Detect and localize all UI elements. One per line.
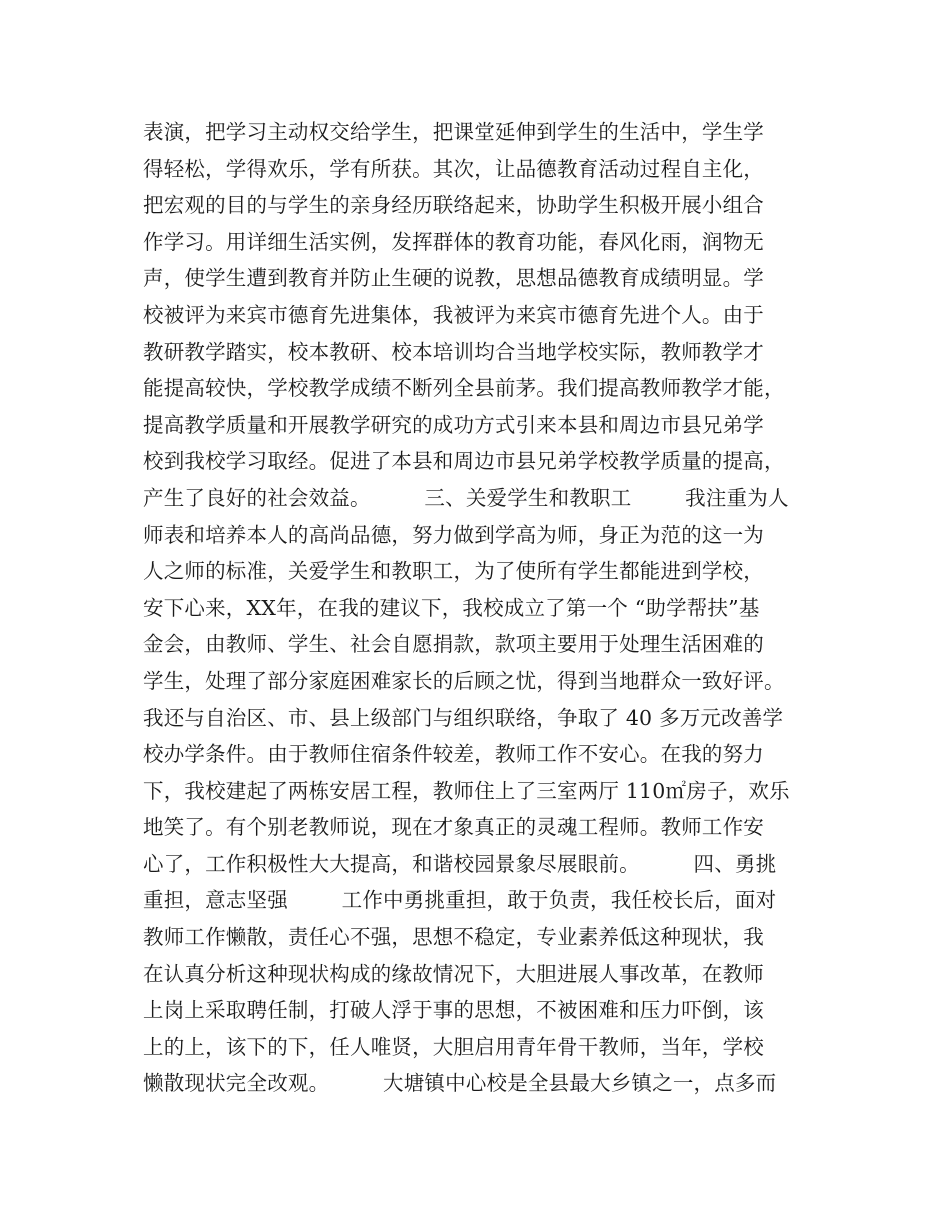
- text-line: 能提高较快，学校教学成绩不断列全县前茅。我们提高教师教学才能，: [143, 376, 785, 401]
- text-line: 懒散现状完全改观。 大塘镇中心校是全县最大乡镇之一，点多而: [143, 1071, 777, 1096]
- text-line: 产生了良好的社会效益。 三、关爱学生和教职工 我注重为人: [143, 485, 789, 510]
- text-line: 校办学条件。由于教师住宿条件较差，教师工作不安心。在我的努力: [143, 742, 764, 767]
- text-line: 师表和培养本人的高尚品德，努力做到学高为师，身正为范的这一为: [143, 522, 764, 547]
- text-line: 提高教学质量和开展教学研究的成功方式引来本县和周边市县兄弟学: [143, 412, 764, 437]
- text-line: 校被评为来宾市德育先进集体，我被评为来宾市德育先进个人。由于: [143, 302, 764, 327]
- text-line: 重担，意志坚强 工作中勇挑重担，敢于负责，我任校长后，面对: [143, 888, 777, 913]
- text-line: 上岗上采取聘任制，打破人浮于事的思想，不被困难和压力吓倒，该: [143, 998, 764, 1023]
- text-line: 得轻松，学得欢乐，学有所获。其次，让品德教育活动过程自主化，: [143, 156, 764, 181]
- text-line: 表演，把学习主动权交给学生，把课堂延伸到学生的生活中，学生学: [143, 120, 764, 144]
- text-line: 我还与自治区、市、县上级部门与组织联络，争取了 40 多万元改善学: [143, 705, 784, 730]
- text-line: 下，我校建起了两栋安居工程，教师住上了三室两厅 110㎡房子，欢乐: [143, 778, 790, 803]
- text-line: 安下心来，XX年，在我的建议下，我校成立了第一个 “助学帮扶”基: [143, 595, 760, 620]
- text-line: 学生，处理了部分家庭困难家长的后顾之忧，得到当地群众一致好评。: [143, 668, 785, 693]
- body-text: [143, 114, 843, 1102]
- text-line: 校到我校学习取经。促进了本县和周边市县兄弟学校教学质量的提高，: [143, 449, 785, 474]
- text-line: 上的上，该下的下，任人唯贤，大胆启用青年骨干教师，当年，学校: [143, 1034, 764, 1059]
- text-line: 地笑了。有个别老教师说，现在才象真正的灵魂工程师。教师工作安: [143, 815, 764, 840]
- text-line: 教师工作懒散，责任心不强，思想不稳定，专业素养低这种现状，我: [143, 925, 764, 950]
- text-line: 在认真分析这种现状构成的缘故情况下，大胆进展人事改革，在教师: [143, 961, 764, 986]
- text-line: 教研教学踏实，校本教研、校本培训均合当地学校实际，教师教学才: [143, 339, 764, 364]
- text-line: 心了，工作积极性大大提高，和谐校园景象尽展眼前。 四、勇挑: [143, 851, 777, 876]
- text-line: 作学习。用详细生活实例，发挥群体的教育功能，春风化雨，润物无: [143, 229, 764, 254]
- text-line: 人之师的标准，关爱学生和教职工，为了使所有学生都能进到学校，: [143, 559, 764, 584]
- text-line: 声，使学生遭到教育并防止生硬的说教，思想品德教育成绩明显。学: [143, 266, 764, 291]
- text-line: 金会，由教师、学生、社会自愿捐款，款项主要用于处理生活困难的: [143, 632, 764, 657]
- text-line: 把宏观的目的与学生的亲身经历联络起来，协助学生积极开展小组合: [143, 193, 764, 218]
